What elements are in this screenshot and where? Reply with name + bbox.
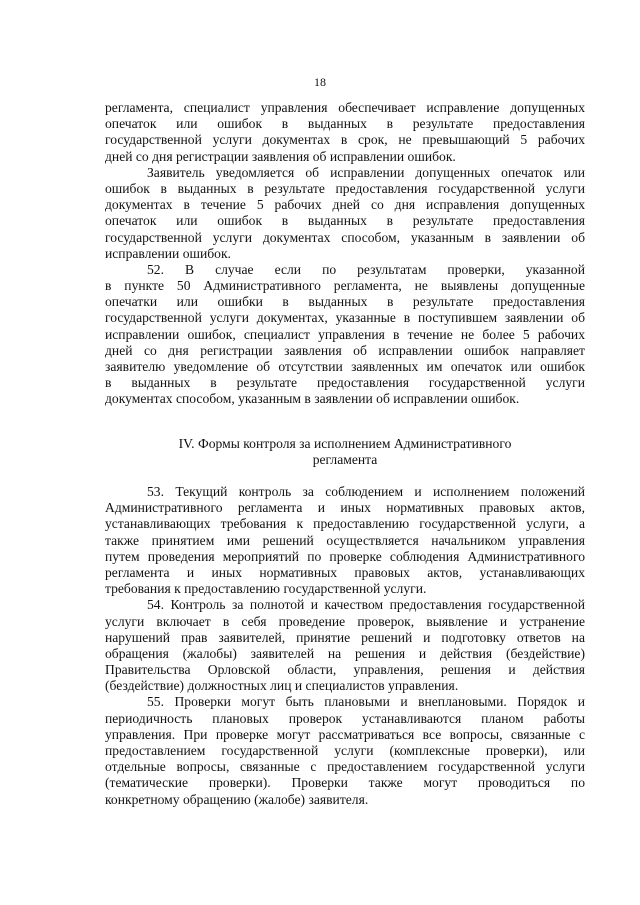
text-line: документах способом, указанным в заявлении об исправлении ошибок. xyxy=(105,391,520,407)
text-line: 52. В случае если по результатам проверки, указанной xyxy=(147,261,585,277)
text-line: государственной услуги документах, указанные в поступившем заявлении об xyxy=(105,310,585,326)
text-line: в пункте 50 Административного регламента, не выявлены допущенные xyxy=(105,278,585,294)
text-line: государственной услуги документах в срок, не превышающий 5 рабочих xyxy=(105,132,585,148)
text-line: 54. Контроль за полнотой и качеством предоставления государственной xyxy=(147,597,585,613)
text-line: регламента, специалист управления обеспечивает исправление допущенных xyxy=(105,100,585,115)
section-heading-line: регламента xyxy=(312,452,378,468)
text-line: требования к предоставлению государственной услуги. xyxy=(105,581,427,597)
text-line: 55. Проверки могут быть плановыми и внеплановыми. Порядок и xyxy=(147,694,585,710)
text-line: государственной услуги документах способом, указанным в заявлении об xyxy=(105,229,585,245)
section-heading xyxy=(105,436,585,468)
paragraphs-block-1 xyxy=(105,100,585,408)
text-line: устанавливающих требования к предоставлению государственной услуги, а xyxy=(105,516,585,532)
text-line: (бездействие) должностных лиц и специалистов управления. xyxy=(105,678,459,694)
text-line: нарушений прав заявителей, принятие решений и подготовку ответов на xyxy=(105,629,585,645)
text-line: предоставлением государственной услуги (комплексные проверки), или xyxy=(105,743,585,758)
paragraphs-block-2 xyxy=(105,484,585,808)
text-line: услуги включает в себя проведение проверок, выявление и устранение xyxy=(105,613,585,629)
text-line: исправлении ошибок. xyxy=(105,245,231,261)
text-line: ошибок в выданных в результате предоставления государственной услуги xyxy=(105,180,585,196)
text-line: периодичность плановых проверок устанавливаются планом работы xyxy=(105,710,585,726)
text-line: отдельные вопросы, связанные с предоставлением государственной услуги xyxy=(105,759,585,775)
text-line: опечаток или ошибок в выданных в результате предоставления xyxy=(105,116,585,132)
text-line: регламента и иных нормативных правовых актов, устанавливающих xyxy=(105,564,585,580)
text-line: исправлении ошибок, специалист управления в течение не более 5 рабочих xyxy=(105,326,585,342)
text-line: опечатки или ошибки в выданных в результате предоставления xyxy=(105,294,585,310)
text-line: документах в течение 5 рабочих дней со дня исправления допущенных xyxy=(105,197,585,213)
text-line: дней со дня регистрации заявления об исправлении ошибок направляет xyxy=(105,342,585,358)
text-line: Заявитель уведомляется об исправлении допущенных опечаток или xyxy=(147,164,585,180)
text-line: конкретному обращению (жалобе) заявителя. xyxy=(105,791,369,807)
text-line: заявителю уведомление об отсутствии заявленных им опечаток или ошибок xyxy=(105,359,585,374)
text-line: Административного регламента и иных нормативных правовых актов, xyxy=(105,500,585,516)
text-line: дней со дня регистрации заявления об исправлении ошибок. xyxy=(105,148,456,164)
section-heading-line: IV. Формы контроля за исполнением Административного xyxy=(178,436,512,451)
text-line: также принятием ими решений осуществляется начальником управления xyxy=(105,532,585,548)
text-line: Правительства Орловской области, управления, решения и действия xyxy=(105,662,585,678)
text-line: путем проведения мероприятий по проверке соблюдения Административного xyxy=(105,548,585,564)
text-line: (тематические проверки). Проверки также могут проводиться по xyxy=(105,775,585,791)
page-number: 18 xyxy=(314,75,326,89)
text-line: в выданных в результате предоставления государственной услуги xyxy=(105,375,585,391)
text-line: 53. Текущий контроль за соблюдением и исполнением положений xyxy=(147,484,585,499)
text-line: опечаток или ошибок в выданных в результате предоставления xyxy=(105,213,585,229)
text-line: обращения (жалобы) заявителей на решения и действия (бездействие) xyxy=(105,645,585,661)
text-line: управления. При проверке могут рассматриваться все вопросы, связанные с xyxy=(105,726,585,742)
